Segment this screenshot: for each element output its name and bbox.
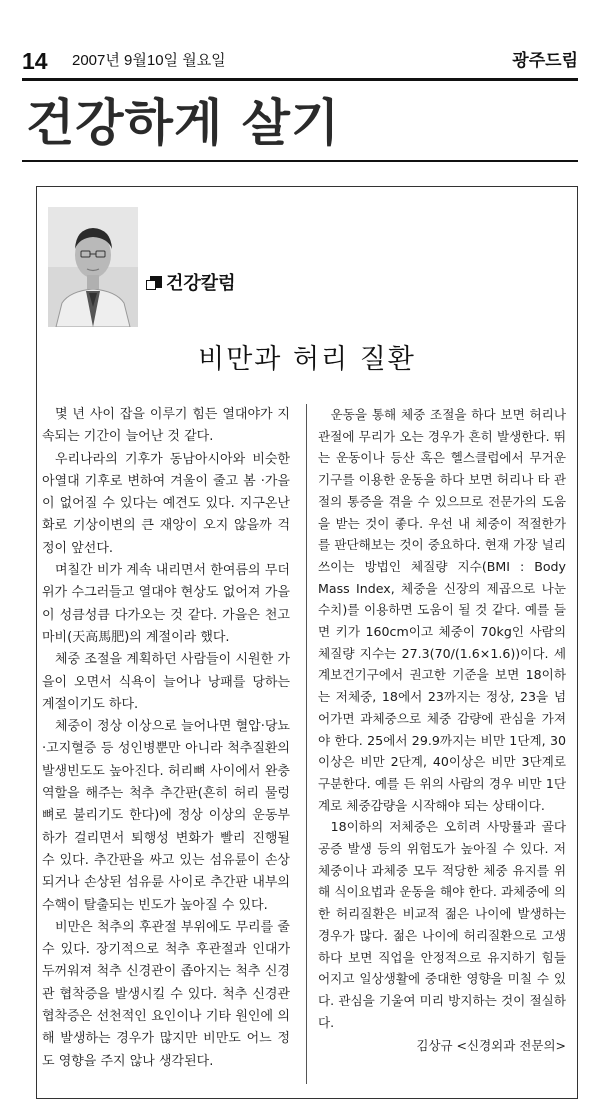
column-tag-label: 건강칼럼 bbox=[166, 273, 236, 294]
author-photo bbox=[48, 207, 138, 327]
page-header bbox=[22, 48, 578, 74]
paragraph: 체중이 정상 이상으로 늘어나면 혈압·당뇨·고지혈증 등 성인병뿐만 아니라 척추질환의 발생빈도도 높아진다. 허리뼈 사이에서 완충역할을 해주는 척추 추간판(흔히 허리 물렁뼈로 불리기도 한다)에 정상 이상의 운동부하가 걸리면서 퇴행성 변화가 빨리 진행될 수 있다. 추간판을 싸고 있는 섬유륜이 손상되거나 손상된 섬유륜 사이로 추간판 내부의 수핵이 탈출되는 빈도가 높아질 수 있다. bbox=[42, 719, 290, 913]
header-rule bbox=[22, 78, 578, 81]
paragraph: 며칠간 비가 계속 내리면서 한여름의 무더위가 수그러들고 열대야 현상도 없어져 가을이 성큼성큼 다가오는 것 같다. 가을은 천고마비(天高馬肥)의 계절이라 했다. bbox=[42, 563, 290, 645]
paragraph: 우리나라의 기후가 동남아시아와 비슷한 아열대 기후로 변하여 겨울이 줄고 봄 ·가을이 없어질 수 있다는 예견도 있다. 지구온난화로 기상이변의 큰 재앙이 오지 않을까 걱정이 앞선다. bbox=[42, 451, 290, 556]
issue-date: 2007년 9월10일 월요일 bbox=[72, 52, 226, 69]
paragraph: 운동을 통해 체중 조절을 하다 보면 허리나 관절에 무리가 오는 경우가 흔히 발생한다. 뛰는 운동이나 등산 혹은 헬스클럽에서 무거운 기구를 이용한 운동을 하다 보면 허리나 타 관절의 통증을 겪을 수 있으므로 전문가의 도움을 받는 것이 좋다. 우선 내 체중이 적절한가를 판단해보는 것이 중요하다. 현재 가장 널리 쓰이는 방법인 체질량 지수(BMI : Body Mass Index, 체중을 신장의 제곱으로 나눈 수치)를 이용하면 도움이 될 것 같다. 예를 들면 키가 160cm이고 체중이 70kg인 사람의 체질량 지수는 27.3(70/(1.6×1.6))이다. 세계보건기구에서 권고한 기준을 보면 18이하는 저체중, 18에서 23까지는 정상, 23을 넘어가면 과체중으로 체중 감량에 관심을 가져야 한다. 25에서 29.9까지는 비만 1단계, 30이상은 비만 2단계, 40이상은 비만 3단계로 구분한다. 예를 든 위의 사람의 경우 비만 1단계로 체중감량을 시작해야 되는 상태이다. bbox=[318, 407, 566, 813]
section-title: 건강하게 살기 bbox=[26, 94, 341, 152]
author-byline: 김상규 <신경외과 전문의> bbox=[416, 1038, 566, 1054]
author-portrait-icon bbox=[48, 207, 138, 327]
article-column-left bbox=[42, 404, 290, 1073]
square-bullet-icon bbox=[150, 276, 162, 288]
page-number: 14 bbox=[22, 48, 48, 74]
column-tag bbox=[150, 272, 236, 296]
column-divider bbox=[306, 404, 307, 1084]
article-column-right bbox=[318, 404, 566, 1057]
paragraph: 비만은 척추의 후관절 부위에도 무리를 줄 수 있다. 장기적으로 척추 후관절과 인대가 두꺼워져 척추 신경관이 좁아지는 척추 신경관 협착증을 발생시킬 수 있다. 척추 신경관 협착증은 선천적인 요인이나 기타 원인에 의해 발생하는 경우가 많지만 비만도 어느 정도 영향을 주지 않나 생각된다. bbox=[42, 919, 290, 1069]
section-rule bbox=[22, 160, 578, 162]
article-title: 비만과 허리 질환 bbox=[198, 344, 416, 375]
paragraph: 몇 년 사이 잡을 이루기 힘든 열대야가 지속되는 기간이 늘어난 것 같다. bbox=[42, 407, 290, 445]
paragraph: 18이하의 저체중은 오히려 사망률과 골다공증 발생 등의 위험도가 높아질 수 있다. 저체중이나 과체중 모두 적당한 체중 유지를 위해 식이요법과 운동을 해야 한다. 과체중에 의한 허리질환은 비교적 젊은 나이에 발생하는 경우가 많다. 젊은 나이에 허리질환으로 고생하다 보면 직업을 안정적으로 유지하기 힘들어지고 일상생활에 중대한 영향을 미칠 수 있다. 관심을 기울여 미리 방지하는 것이 절실하다. bbox=[318, 819, 566, 1030]
newspaper-name: 광주드림 bbox=[512, 51, 578, 71]
paragraph: 체중 조절을 계획하던 사람들이 시원한 가을이 오면서 식욕이 늘어나 낭패를 당하는 계절이기도 하다. bbox=[42, 652, 290, 712]
